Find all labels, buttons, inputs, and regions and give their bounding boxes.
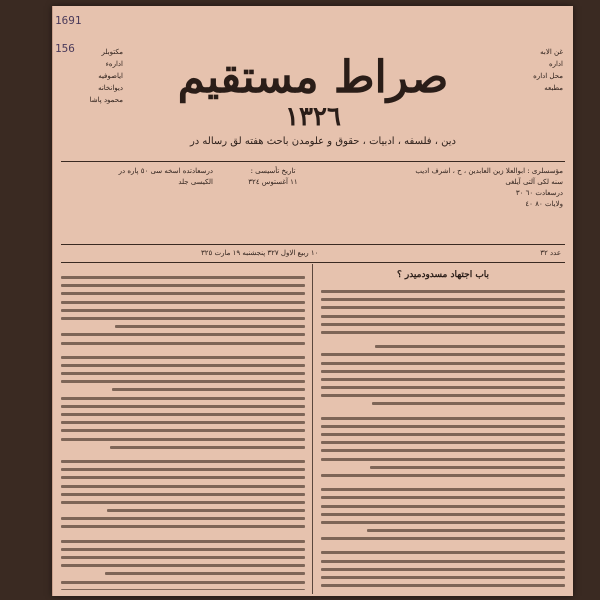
right-column	[321, 270, 565, 590]
text-line	[321, 537, 565, 540]
text-line	[367, 529, 565, 532]
text-line	[61, 540, 305, 543]
manuscript-note: 156	[55, 42, 75, 55]
text-line	[375, 345, 565, 348]
text-line	[321, 425, 565, 428]
text-line	[321, 353, 565, 356]
paragraph-gap	[61, 534, 305, 540]
newspaper-page	[52, 6, 573, 596]
text-line	[370, 466, 565, 469]
subscription-info-left: درسعادتده اسخه سی ٥٠ پاره در الکیسی جلد	[118, 167, 213, 186]
text-line	[321, 521, 565, 524]
text-line	[321, 417, 565, 420]
divider	[61, 161, 565, 162]
left-column	[61, 270, 305, 590]
text-line	[61, 556, 305, 559]
text-line	[61, 405, 305, 408]
right-side-info: غن الابه اداره محل اداره مطبعه	[533, 48, 563, 92]
text-line	[321, 568, 565, 571]
text-line	[321, 331, 565, 334]
text-line	[61, 438, 305, 441]
masthead-title: صراط مستقیم	[177, 52, 449, 103]
text-line	[61, 589, 305, 590]
text-line	[321, 513, 565, 516]
text-line	[107, 509, 305, 512]
text-line	[61, 333, 305, 336]
divider	[61, 262, 565, 263]
text-line	[61, 525, 305, 528]
left-side-info: مکتوبلر ادارهء ایاصوفیه دیوانخانه محمود پاشا	[89, 48, 123, 104]
founders-and-prices: مؤسسلری : ابوالعلا زین العابدین ، ح ، اشرف ادیب سنه لکی آلتی آیلغی درسعادت ٦٠ ٣٠ ولایات ٨٠ ٤٠	[415, 167, 563, 208]
text-line	[321, 290, 565, 293]
text-line	[321, 306, 565, 309]
text-line	[61, 581, 305, 584]
masthead-year: ١٣٢٦	[285, 102, 341, 132]
issue-number: عدد ٣٢	[540, 249, 561, 257]
text-line	[61, 501, 305, 504]
text-line	[321, 560, 565, 563]
text-line	[61, 284, 305, 287]
text-line	[61, 517, 305, 520]
text-line	[61, 342, 305, 345]
text-line	[110, 446, 305, 449]
text-line	[321, 433, 565, 436]
text-line	[321, 584, 565, 587]
column-divider	[312, 264, 313, 594]
divider	[61, 244, 565, 245]
text-line	[321, 449, 565, 452]
paragraph-gap	[321, 411, 565, 417]
text-line	[321, 323, 565, 326]
text-line	[321, 505, 565, 508]
text-line	[61, 476, 305, 479]
text-line	[321, 386, 565, 389]
text-line	[321, 551, 565, 554]
text-line	[61, 468, 305, 471]
text-line	[61, 485, 305, 488]
text-line	[321, 362, 565, 365]
text-line	[321, 394, 565, 397]
text-line	[321, 474, 565, 477]
text-line	[105, 572, 305, 575]
text-line	[61, 380, 305, 383]
text-line	[115, 325, 305, 328]
subtitle: دین ، فلسفه ، ادبیات ، حقوق و علومدن باحث هفته لق رساله در	[189, 136, 457, 147]
text-line	[61, 372, 305, 375]
text-line	[61, 413, 305, 416]
founding-date: تاریخ تأسیسی : ١١ آغستوس ٣٢٤	[248, 167, 298, 186]
text-line	[321, 298, 565, 301]
article-heading: باب اجتهاد مسدودمیدر ؟	[396, 270, 490, 280]
text-line	[61, 364, 305, 367]
text-line	[61, 292, 305, 295]
text-line	[61, 429, 305, 432]
text-line	[61, 564, 305, 567]
text-line	[61, 421, 305, 424]
text-line	[321, 315, 565, 318]
paragraph-gap	[61, 350, 305, 356]
issue-bar	[61, 247, 565, 261]
text-line	[61, 356, 305, 359]
text-line	[112, 388, 305, 391]
text-line	[321, 576, 565, 579]
text-line	[321, 496, 565, 499]
issue-date: ١٠ ربیع الاول ٣٢٧ پنجشنبه ١٩ مارت ٣٢٥	[201, 249, 319, 257]
text-line	[61, 397, 305, 400]
text-line	[61, 493, 305, 496]
text-line	[61, 309, 305, 312]
text-line	[321, 458, 565, 461]
text-line	[321, 378, 565, 381]
text-line	[61, 548, 305, 551]
text-line	[61, 317, 305, 320]
manuscript-note: 1691	[55, 14, 82, 27]
text-line	[61, 460, 305, 463]
text-line	[372, 402, 565, 405]
text-line	[61, 301, 305, 304]
text-line	[61, 276, 305, 279]
text-line	[321, 441, 565, 444]
text-line	[321, 488, 565, 491]
text-line	[321, 370, 565, 373]
